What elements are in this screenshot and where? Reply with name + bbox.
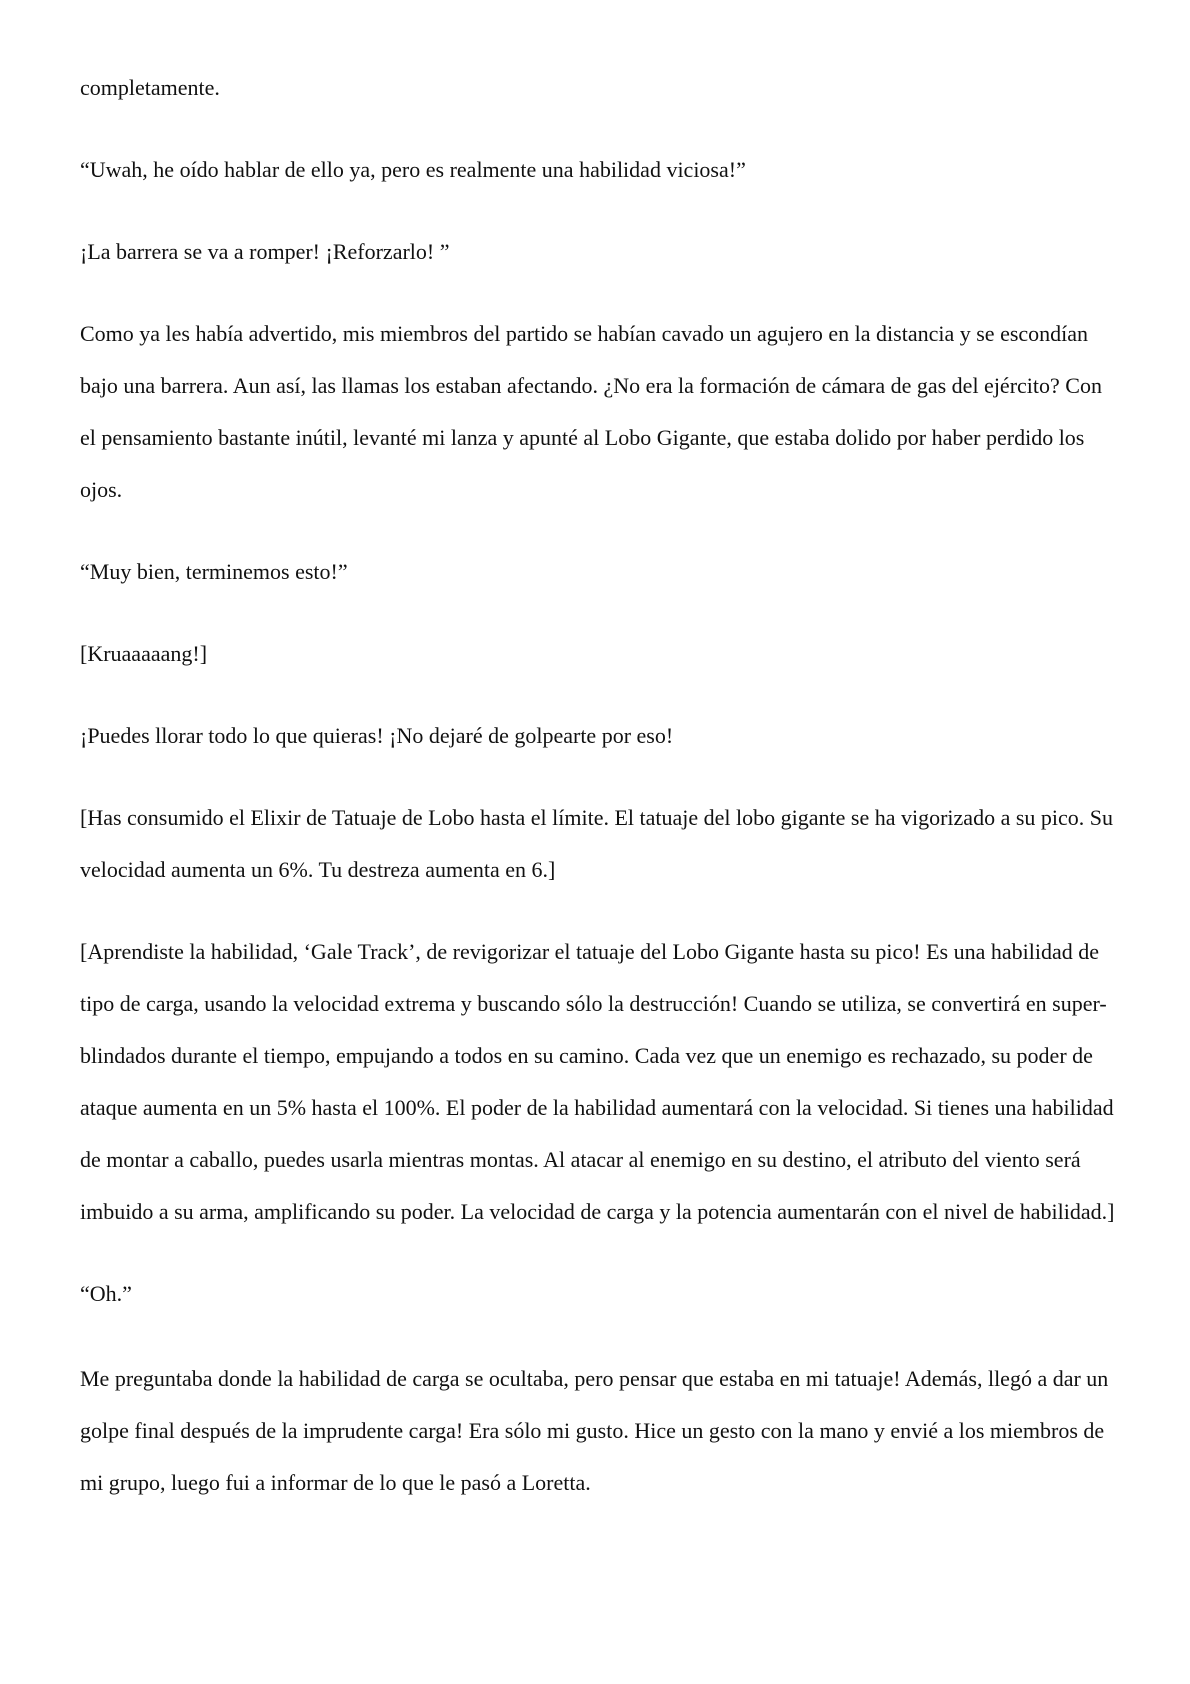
paragraph-5: “Muy bien, terminemos esto!” [80,559,348,584]
paragraph-11: Me preguntaba donde la habilidad de carga se ocultaba, pero pensar que estaba en mi tatuaje! Además, llegó a dar un golpe final después de la imprudente carga! Era sólo mi gusto. Hice un gesto con la mano y envié a los miembros de mi grupo, luego fui a informar de lo que le pasó a Loretta. [80,1366,1109,1495]
paragraph-2: “Uwah, he oído hablar de ello ya, pero es realmente una habilidad viciosa!” [80,157,746,182]
paragraph-8: [Has consumido el Elixir de Tatuaje de Lobo hasta el límite. El tatuaje del lobo gigante se ha vigorizado a su pico. Su velocidad aumenta un 6%. Tu destreza aumenta en 6.] [80,805,1114,882]
document-body [80,62,1120,1509]
paragraph-4: Como ya les había advertido, mis miembros del partido se habían cavado un agujero en la distancia y se escondían bajo una barrera. Aun así, las llamas los estaban afectando. ¿No era la formación de cámara de gas del ejército? Con el pensamiento bastante inútil, levanté mi lanza y apunté al Lobo Gigante, que estaba dolido por haber perdido los ojos. [80,321,1102,502]
paragraph-7: ¡Puedes llorar todo lo que quieras! ¡No dejaré de golpearte por eso! [80,723,674,748]
paragraph-3: ¡La barrera se va a romper! ¡Reforzarlo! ” [80,239,450,264]
paragraph-1: completamente. [80,75,220,100]
paragraph-10: “Oh.” [80,1281,132,1306]
paragraph-9: [Aprendiste la habilidad, ‘Gale Track’, de revigorizar el tatuaje del Lobo Gigante hasta su pico! Es una habilidad de tipo de carga, usando la velocidad extrema y buscando sólo la destrucción! Cuando se utiliza, se convertirá en super-blindados durante el tiempo, empujando a todos en su camino. Cada vez que un enemigo es rechazado, su poder de ataque aumenta en un 5% hasta el 100%. El poder de la habilidad aumentará con la velocidad. Si tienes una habilidad de montar a caballo, puedes usarla mientras montas. Al atacar al enemigo en su destino, el atributo del viento será imbuido a su arma, amplificando su poder. La velocidad de carga y la potencia aumentarán con el nivel de habilidad.] [80,939,1115,1224]
paragraph-6: [Kruaaaaang!] [80,641,208,666]
